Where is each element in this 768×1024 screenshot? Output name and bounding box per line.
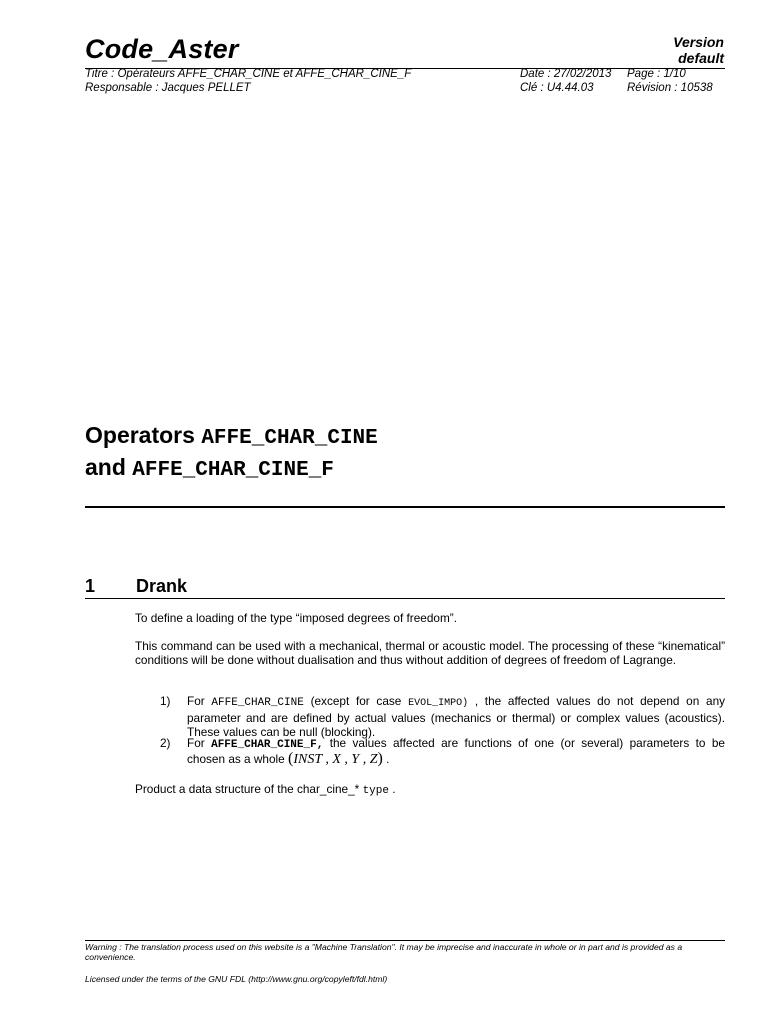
footer-license: Licensed under the terms of the GNU FDL (http://www.gnu.org/copyleft/fdl.html) (85, 974, 388, 984)
item1-mid: (except for case (310, 694, 402, 708)
paragraph-definition: To define a loading of the type “imposed degrees of freedom”. (135, 611, 457, 625)
item2-post: the values affected are functions of one (or several) parameters to be chosen as a whole (187, 736, 725, 766)
item1-post: , the affected values do not depend on any parameter and are defined by actual values (mechanics or thermal) or complex values (acoustics). These values can be null (blocking). (187, 694, 726, 739)
p3-code: type (362, 785, 389, 797)
doc-date: Date : 27/02/2013 (520, 68, 612, 80)
doc-cle: Clé : U4.44.03 (520, 82, 594, 94)
title-line-1 (85, 421, 378, 453)
title-word-and: and (85, 454, 126, 480)
p3-end: . (392, 782, 396, 796)
title-rule (85, 506, 725, 508)
item1-code: AFFE_CHAR_CINE (211, 697, 304, 709)
math-variables: INST , X , Y , Z (293, 752, 378, 767)
math-open-paren: ( (288, 750, 294, 767)
title-code-affe-char-cine-f: AFFE_CHAR_CINE_F (132, 459, 334, 482)
list-item-2-number: 2) (160, 736, 171, 750)
footer-rule (85, 940, 725, 941)
section-number: 1 (85, 576, 96, 596)
title-word-operators: Operators (85, 422, 195, 448)
item1-pre: For (187, 694, 205, 708)
p3-pre: Product a data structure of the char_cine_* (135, 782, 360, 796)
document-title (85, 421, 378, 485)
doc-titre: Titre : Opérateurs AFFE_CHAR_CINE et AFFE_CHAR_CINE_F (85, 68, 412, 80)
paragraph-product (135, 782, 725, 798)
item2-end: . (386, 752, 390, 766)
section-title: Drank (136, 576, 188, 596)
paragraph-usage: This command can be used with a mechanical, thermal or acoustic model. The processing of these “kinematical” conditions will be done without dualisation and thus without addition of degrees of freedom of Lagrange. (135, 639, 725, 667)
doc-responsable: Responsable : Jacques PELLET (85, 82, 251, 94)
version-block (673, 34, 724, 66)
title-line-2 (85, 453, 378, 485)
footer-warning: Warning : The translation process used on this website is a "Machine Translation". It may be imprecise and inaccurate in whole or in part and is provided as a convenience. (85, 942, 683, 962)
math-close-paren: ) (377, 750, 383, 767)
version-value: default (678, 50, 724, 66)
item1-code2: EVOL_IMPO) (408, 698, 469, 709)
version-label: Version (673, 34, 724, 50)
title-code-affe-char-cine: AFFE_CHAR_CINE (201, 427, 378, 450)
section-rule (85, 598, 725, 599)
item2-code: AFFE_CHAR_CINE_F, (211, 739, 324, 751)
list-item-1 (187, 694, 725, 739)
list-item-1-number: 1) (160, 694, 171, 708)
doc-revision: Révision : 10538 (627, 82, 713, 94)
list-item-2 (187, 736, 725, 767)
code-aster-logo: Code_Aster (85, 34, 239, 64)
item2-pre: For (187, 736, 205, 750)
doc-page: Page : 1/10 (627, 68, 686, 80)
